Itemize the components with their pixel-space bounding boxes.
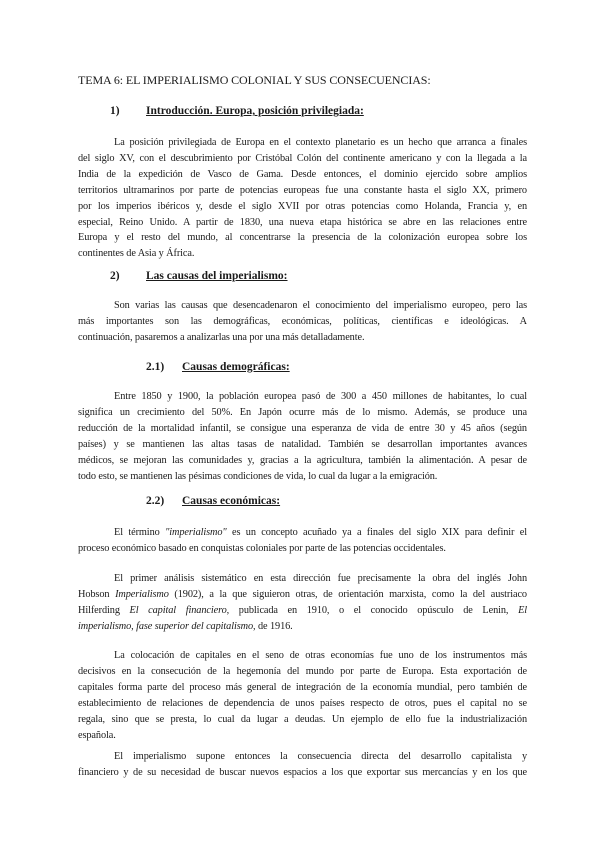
text-line: regala, sino que se presta, lo cual da lugar a deudas. Un ejemplo de ello fue la industrialización (78, 713, 527, 725)
text-line: Entre 1850 y 1900, la población europea pasó de 300 a 450 millones de habitantes, lo cual (114, 391, 527, 402)
text-line: El primer análisis sistemático en esta dirección fue precisamente la obra del inglés John (114, 573, 527, 584)
italic-term: "imperialismo" (165, 527, 227, 538)
section-title: Las causas del imperialismo: (146, 270, 288, 282)
text-line: especial, Reino Unido. A partir de 1830, una nueva etapa histórica se abre en las relaciones entre (78, 216, 527, 228)
page-title: TEMA 6: EL IMPERIALISMO COLONIAL Y SUS CONSECUENCIAS: (78, 73, 431, 87)
text-line: del siglo XV, con el descubrimiento por Cristóbal Colón del continente americano y con la llegada a la (78, 152, 527, 164)
text-line: continentes de Asia y África. (78, 248, 195, 260)
text-line: española. (78, 729, 116, 741)
text-line (78, 619, 527, 635)
text-run: publicada en 1910, o el conocido opúsculo de Lenin, (229, 604, 519, 616)
italic-title: El capital financiero, (129, 604, 230, 616)
text-line: India de la expedición de Vasco de Gama. Desde entonces, el dominio ejercido sobre amplios (78, 168, 527, 180)
text-line: significa un crecimiento del 50%. En Japón ocurre más de lo mismo. Además, se produce una (78, 406, 527, 418)
text-run: Hilferding (78, 604, 130, 616)
section-number: 2.2) (146, 495, 165, 507)
text-line: establecimiento de relaciones de dependencia de unos países respecto de otros, pues el capital no se (78, 697, 527, 709)
text-line: territorios ultramarinos por parte de potencias europeas fue una constante hasta el siglo XX, primero (78, 184, 527, 196)
text-line: La posición privilegiada de Europa en el contexto planetario es un hecho que arranca a finales (114, 137, 527, 148)
section-title: Introducción. Europa, posición privilegiada: (146, 105, 364, 117)
paragraph-introduction (78, 135, 527, 262)
section-number: 2.1) (146, 361, 165, 373)
text-line: La colocación de capitales en el seno de otras economías fue uno de los instrumentos más (114, 650, 527, 661)
section-number: 2) (110, 270, 120, 282)
text-line: decisivos en la consecución de la hegemonía del mundo por parte de Europa. Esta exportación de (78, 665, 527, 677)
text-run: es un concepto acuñado ya a finales del siglo XIX para definir el (226, 527, 527, 538)
text-line: proceso económico basado en conquistas coloniales por parte de las potencias occidentales. (78, 542, 446, 554)
text-line (78, 525, 527, 541)
italic-title: El (518, 604, 528, 616)
paragraph-demographic (78, 389, 527, 484)
section-title: Causas demográficas: (182, 361, 290, 373)
text-run: El término (114, 527, 166, 538)
italic-title: Imperialismo (115, 588, 169, 600)
text-line (78, 587, 527, 603)
text-run: de 1916. (255, 620, 293, 632)
paragraph-causes (78, 298, 527, 346)
paragraph-capital (78, 648, 527, 743)
text-line: reducción de la mortalidad infantil, se consigue una esperanza de vida de entre 30 y 45 años (según (78, 422, 527, 434)
text-line: médicos, se mejoran las comunidades y, gracias a la agricultura, también la alimentación. A pesar de (78, 454, 527, 466)
paragraph-imperialism-term (78, 525, 527, 557)
text-line: por los imperios ibéricos y, desde el siglo XVII por otras potencias como Holanda, Francia y, en (78, 200, 527, 212)
text-line: países) y se mantienen las altas tasas de natalidad. También se desarrollan importantes avances (78, 438, 527, 450)
italic-title: imperialismo, fase superior del capitalismo, (78, 620, 256, 632)
section-number: 1) (110, 105, 120, 117)
text-line: El imperialismo supone entonces la consecuencia directa del desarrollo capitalista y (114, 751, 527, 762)
text-line (78, 603, 527, 619)
text-line: Son varias las causas que desencadenaron el conocimiento del imperialismo europeo, pero las (114, 300, 527, 311)
paragraph-hobson (78, 571, 527, 635)
text-line: todo esto, se mantienen las pésimas condiciones de vida, lo cual da lugar a la emigración. (78, 470, 438, 482)
text-line: Europa y el resto del mundo, al concentrarse la presencia de la colonización europea sobre los (78, 232, 527, 244)
section-title: Causas económicas: (182, 495, 281, 507)
text-line: más importantes son las demográficas, económicas, políticas, científicas e ideológicas. A (78, 315, 527, 327)
text-run: (1902), a la que siguieron otras, de orientación marxista, como la del austriaco (168, 588, 527, 600)
text-run: Hobson (78, 588, 116, 600)
text-line: continuación, pasaremos a analizarlas una por una más detalladamente. (78, 331, 365, 343)
text-line: financiero y de su necesidad de buscar nuevos espacios a los que exportar sus mercancías y en los que (78, 766, 527, 778)
text-line: capitales forma parte del proceso más general de integración de la economía mundial, pero también de (78, 681, 527, 693)
paragraph-consequence (78, 749, 527, 781)
